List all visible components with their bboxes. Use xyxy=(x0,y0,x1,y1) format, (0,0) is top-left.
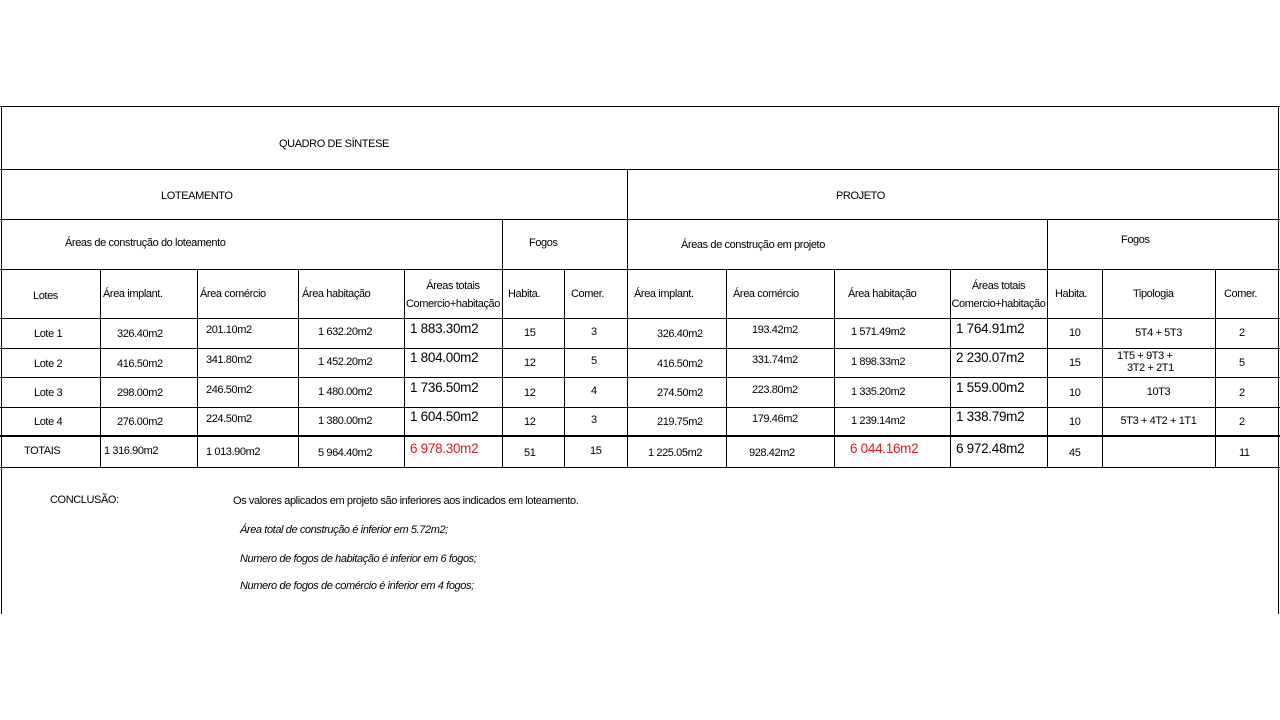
cell-proj-tipologia: 5T4 + 5T3 xyxy=(1135,327,1182,339)
cell-lot-fogos-com: 4 xyxy=(591,385,597,397)
cell-proj-fogos-hab: 10 xyxy=(1069,387,1081,399)
cell-proj-comercio: 179.46m2 xyxy=(752,413,798,425)
total-proj-fogos-hab: 45 xyxy=(1069,447,1081,459)
cell-lot-fogos-hab: 15 xyxy=(524,327,536,339)
cell-lote: Lote 4 xyxy=(34,416,63,428)
rule-title-bottom xyxy=(0,169,1280,170)
col-proj-tipologia: Tipologia xyxy=(1133,288,1174,300)
rule-subheader-bottom xyxy=(0,269,1280,270)
cell-proj-fogos-hab: 10 xyxy=(1069,416,1081,428)
rule-row3-bottom xyxy=(0,407,1280,408)
total-proj-habitacao: 6 044.16m2 xyxy=(850,441,919,456)
cell-lot-habitacao: 1 632.20m2 xyxy=(318,326,373,338)
cell-proj-habitacao: 1 898.33m2 xyxy=(851,356,906,368)
col-proj-comer: Comer. xyxy=(1224,288,1258,300)
section-projeto: PROJETO xyxy=(836,190,885,202)
cell-proj-fogos-com: 5 xyxy=(1239,357,1245,369)
cell-proj-fogos-hab: 15 xyxy=(1069,357,1081,369)
rule-section-divider xyxy=(627,169,628,467)
col-proj-habita: Habita. xyxy=(1055,288,1088,300)
rule-col xyxy=(100,269,101,467)
col-lot-comercio: Área comércio xyxy=(200,288,266,300)
sheet-title: QUADRO DE SÍNTESE xyxy=(279,138,389,150)
cell-proj-implant: 416.50m2 xyxy=(657,358,703,370)
rule-col xyxy=(298,269,299,467)
cell-lot-comercio: 246.50m2 xyxy=(206,384,252,396)
cell-lot-total: 1 883.30m2 xyxy=(410,321,479,336)
conclusion-point: Numero de fogos de habitação é inferior em 6 fogos; xyxy=(240,553,477,565)
col-proj-habitacao: Área habitação xyxy=(848,288,917,300)
cell-proj-fogos-com: 2 xyxy=(1239,416,1245,428)
lot-areas-header: Áreas de construção do loteamento xyxy=(65,237,226,249)
cell-lot-implant: 326.40m2 xyxy=(117,328,163,340)
total-proj-implant: 1 225.05m2 xyxy=(648,447,703,459)
cell-proj-tipologia: 5T3 + 4T2 + 1T1 xyxy=(1120,415,1197,427)
conclusion-point: Área total de construção é inferior em 5.72m2; xyxy=(240,524,448,536)
cell-lot-habitacao: 1 452.20m2 xyxy=(318,356,373,368)
total-proj-fogos-com: 11 xyxy=(1239,447,1250,459)
cell-lot-fogos-hab: 12 xyxy=(524,416,536,428)
col-lot-totais-sub: Comercio+habitação xyxy=(406,298,500,310)
cell-proj-tipologia: 1T5 + 9T3 + xyxy=(1117,350,1173,362)
rule-section-bottom xyxy=(0,219,1280,220)
cell-lote: Lote 3 xyxy=(34,387,63,399)
cell-lot-fogos-com: 3 xyxy=(591,326,597,338)
rule-top xyxy=(0,106,1280,107)
cell-proj-total: 1 764.91m2 xyxy=(956,321,1025,336)
conclusion-point: Numero de fogos de comércio é inferior em 4 fogos; xyxy=(240,580,474,592)
total-proj-area: 6 972.48m2 xyxy=(956,441,1025,456)
rule-totals-top xyxy=(0,435,1280,437)
cell-lot-habitacao: 1 480.00m2 xyxy=(318,386,373,398)
cell-lot-fogos-com: 5 xyxy=(591,355,597,367)
proj-areas-header: Áreas de construção em projeto xyxy=(681,239,825,251)
cell-lot-comercio: 201.10m2 xyxy=(206,324,252,336)
cell-lot-fogos-com: 3 xyxy=(591,414,597,426)
cell-proj-fogos-com: 2 xyxy=(1239,387,1245,399)
rule-col xyxy=(834,269,835,467)
rule-row2-bottom xyxy=(0,377,1280,378)
section-loteamento: LOTEAMENTO xyxy=(161,190,233,202)
col-proj-totais-sub: Comercio+habitação xyxy=(951,298,1046,310)
totals-label: TOTAIS xyxy=(24,445,61,457)
col-lotes: Lotes xyxy=(33,290,58,302)
col-proj-totais: Áreas totais xyxy=(971,280,1026,292)
cell-proj-implant: 219.75m2 xyxy=(657,416,703,428)
col-lot-habita: Habita. xyxy=(508,288,541,300)
cell-lot-total: 1 736.50m2 xyxy=(410,380,479,395)
rule-proj-fogos xyxy=(1047,219,1048,467)
cell-lot-fogos-hab: 12 xyxy=(524,387,536,399)
cell-proj-tipologia: 10T3 xyxy=(1146,386,1171,398)
cell-lot-implant: 416.50m2 xyxy=(117,358,163,370)
rule-left-edge xyxy=(1,106,2,614)
cell-proj-implant: 326.40m2 xyxy=(657,328,703,340)
col-lot-totais: Áreas totais xyxy=(426,280,480,292)
cell-proj-comercio: 331.74m2 xyxy=(752,354,798,366)
cell-lot-comercio: 341.80m2 xyxy=(206,354,252,366)
cell-proj-total: 1 338.79m2 xyxy=(956,409,1025,424)
cell-lote: Lote 2 xyxy=(34,358,63,370)
cell-lot-implant: 298.00m2 xyxy=(117,387,163,399)
cell-lote: Lote 1 xyxy=(34,328,63,340)
total-lot-habitacao: 5 964.40m2 xyxy=(318,447,373,459)
cell-proj-fogos-hab: 10 xyxy=(1069,327,1081,339)
cell-lot-total: 1 804.00m2 xyxy=(410,350,479,365)
cell-proj-comercio: 223.80m2 xyxy=(752,384,798,396)
cell-lot-fogos-hab: 12 xyxy=(524,357,536,369)
cell-proj-total: 1 559.00m2 xyxy=(956,380,1025,395)
rule-col xyxy=(1215,269,1216,467)
cell-lot-implant: 276.00m2 xyxy=(117,416,163,428)
conclusion-intro: Os valores aplicados em projeto são inferiores aos indicados em loteamento. xyxy=(233,495,579,507)
cell-proj-habitacao: 1 571.49m2 xyxy=(851,326,906,338)
proj-fogos-header: Fogos xyxy=(1121,234,1150,246)
total-lot-fogos-hab: 51 xyxy=(524,447,536,459)
col-lot-comer: Comer. xyxy=(571,288,605,300)
synthesis-sheet xyxy=(0,106,1280,614)
cell-proj-comercio: 193.42m2 xyxy=(752,324,798,336)
total-lot-implant: 1 316.90m2 xyxy=(104,445,159,457)
cell-lot-comercio: 224.50m2 xyxy=(206,413,252,425)
total-lot-comercio: 1 013.90m2 xyxy=(206,446,261,458)
rule-totals-bottom xyxy=(0,467,1280,468)
total-lot-area: 6 978.30m2 xyxy=(410,441,479,456)
rule-col xyxy=(726,269,727,467)
rule-colheader-bottom xyxy=(0,318,1280,319)
rule-col xyxy=(564,269,565,467)
cell-proj-implant: 274.50m2 xyxy=(657,387,703,399)
conclusion-label: CONCLUSÃO: xyxy=(50,494,119,506)
cell-proj-total: 2 230.07m2 xyxy=(956,350,1025,365)
rule-col xyxy=(1102,269,1103,467)
cell-lot-total: 1 604.50m2 xyxy=(410,409,479,424)
lot-fogos-header: Fogos xyxy=(529,237,558,249)
cell-proj-habitacao: 1 239.14m2 xyxy=(851,415,906,427)
cell-proj-tipologia-cont: 3T2 + 2T1 xyxy=(1127,362,1174,374)
cell-proj-fogos-com: 2 xyxy=(1239,327,1245,339)
cell-proj-habitacao: 1 335.20m2 xyxy=(851,386,906,398)
rule-right-edge xyxy=(1278,106,1279,614)
rule-row1-bottom xyxy=(0,348,1280,349)
cell-lot-habitacao: 1 380.00m2 xyxy=(318,415,373,427)
total-lot-fogos-com: 15 xyxy=(590,445,602,457)
total-proj-comercio: 928.42m2 xyxy=(749,447,795,459)
rule-col xyxy=(197,269,198,467)
col-lot-implant: Área implant. xyxy=(103,288,163,300)
col-proj-comercio: Área comércio xyxy=(733,288,799,300)
rule-lot-fogos xyxy=(502,219,503,467)
col-proj-implant: Área implant. xyxy=(634,288,694,300)
col-lot-habitacao: Área habitação xyxy=(302,288,371,300)
